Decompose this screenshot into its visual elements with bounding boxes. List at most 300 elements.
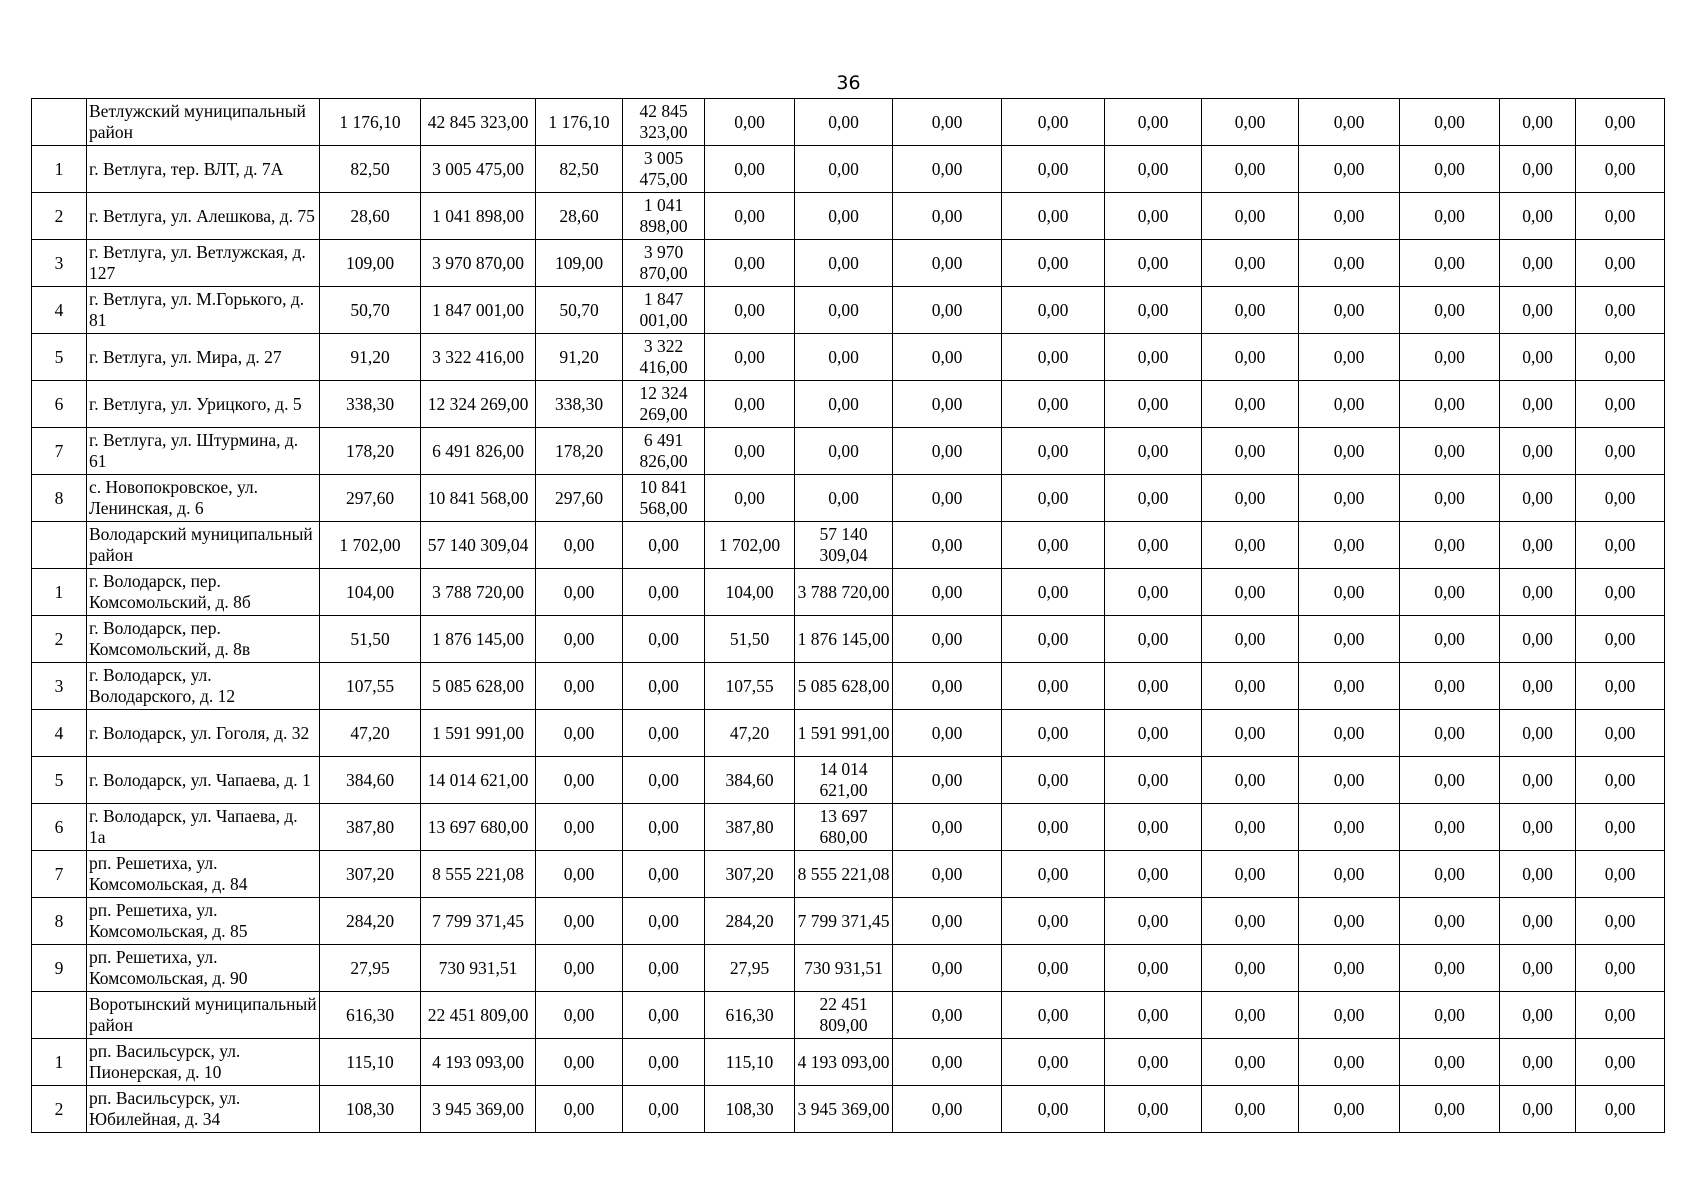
value-cell-col-4: 3 322 416,00 [623, 334, 705, 381]
address-cell: рп. Васильсурск, ул. Юбилейная, д. 34 [87, 1086, 320, 1133]
value-cell-col-2: 22 451 809,00 [421, 992, 536, 1039]
value-cell-col-14: 0,00 [1576, 334, 1665, 381]
value-cell-col-9: 0,00 [1105, 757, 1202, 804]
table-row [32, 1086, 1665, 1133]
value-cell-col-2: 13 697 680,00 [421, 804, 536, 851]
row-number: 6 [32, 381, 87, 428]
value-cell-col-9: 0,00 [1105, 522, 1202, 569]
value-cell-col-12: 0,00 [1400, 1039, 1500, 1086]
address-cell: с. Новопокровское, ул. Ленинская, д. 6 [87, 475, 320, 522]
row-number: 7 [32, 851, 87, 898]
row-number: 8 [32, 475, 87, 522]
value-cell-col-9: 0,00 [1105, 1039, 1202, 1086]
value-cell-col-3: 0,00 [536, 616, 623, 663]
value-cell-col-1: 91,20 [320, 334, 421, 381]
value-cell-col-3: 28,60 [536, 193, 623, 240]
value-cell-col-14: 0,00 [1576, 193, 1665, 240]
value-cell-col-5: 387,80 [705, 804, 795, 851]
value-cell-col-1: 1 702,00 [320, 522, 421, 569]
value-cell-col-9: 0,00 [1105, 569, 1202, 616]
value-cell-col-3: 178,20 [536, 428, 623, 475]
value-cell-col-12: 0,00 [1400, 334, 1500, 381]
value-cell-col-8: 0,00 [1002, 522, 1105, 569]
value-cell-col-12: 0,00 [1400, 146, 1500, 193]
value-cell-col-4: 0,00 [623, 616, 705, 663]
value-cell-col-8: 0,00 [1002, 99, 1105, 146]
value-cell-col-7: 0,00 [893, 992, 1002, 1039]
value-cell-col-1: 1 176,10 [320, 99, 421, 146]
address-cell: г. Володарск, ул. Володарского, д. 12 [87, 663, 320, 710]
value-cell-col-2: 42 845 323,00 [421, 99, 536, 146]
value-cell-col-13: 0,00 [1500, 522, 1576, 569]
value-cell-col-10: 0,00 [1202, 569, 1299, 616]
value-cell-col-5: 51,50 [705, 616, 795, 663]
value-cell-col-13: 0,00 [1500, 99, 1576, 146]
value-cell-col-8: 0,00 [1002, 193, 1105, 240]
value-cell-col-4: 0,00 [623, 757, 705, 804]
address-cell: г. Володарск, пер. Комсомольский, д. 8в [87, 616, 320, 663]
value-cell-col-7: 0,00 [893, 945, 1002, 992]
value-cell-col-10: 0,00 [1202, 240, 1299, 287]
table-row [32, 804, 1665, 851]
value-cell-col-11: 0,00 [1299, 945, 1400, 992]
value-cell-col-12: 0,00 [1400, 1086, 1500, 1133]
row-number: 2 [32, 193, 87, 240]
value-cell-col-3: 0,00 [536, 569, 623, 616]
value-cell-col-8: 0,00 [1002, 804, 1105, 851]
table-row [32, 146, 1665, 193]
value-cell-col-6: 0,00 [795, 428, 893, 475]
value-cell-col-14: 0,00 [1576, 381, 1665, 428]
value-cell-col-3: 0,00 [536, 757, 623, 804]
row-number: 4 [32, 710, 87, 757]
value-cell-col-4: 12 324 269,00 [623, 381, 705, 428]
address-cell: г. Володарск, пер. Комсомольский, д. 8б [87, 569, 320, 616]
value-cell-col-5: 0,00 [705, 334, 795, 381]
address-cell: г. Володарск, ул. Гоголя, д. 32 [87, 710, 320, 757]
value-cell-col-11: 0,00 [1299, 1086, 1400, 1133]
row-number: 4 [32, 287, 87, 334]
row-number: 2 [32, 1086, 87, 1133]
value-cell-col-8: 0,00 [1002, 851, 1105, 898]
value-cell-col-10: 0,00 [1202, 287, 1299, 334]
value-cell-col-13: 0,00 [1500, 804, 1576, 851]
value-cell-col-6: 4 193 093,00 [795, 1039, 893, 1086]
value-cell-col-10: 0,00 [1202, 193, 1299, 240]
value-cell-col-4: 1 847 001,00 [623, 287, 705, 334]
value-cell-col-11: 0,00 [1299, 522, 1400, 569]
value-cell-col-14: 0,00 [1576, 569, 1665, 616]
address-cell: г. Ветлуга, ул. Штурмина, д. 61 [87, 428, 320, 475]
value-cell-col-1: 297,60 [320, 475, 421, 522]
value-cell-col-6: 14 014 621,00 [795, 757, 893, 804]
value-cell-col-7: 0,00 [893, 569, 1002, 616]
address-cell: г. Ветлуга, ул. Мира, д. 27 [87, 334, 320, 381]
value-cell-col-9: 0,00 [1105, 851, 1202, 898]
value-cell-col-5: 0,00 [705, 475, 795, 522]
value-cell-col-7: 0,00 [893, 616, 1002, 663]
value-cell-col-9: 0,00 [1105, 804, 1202, 851]
table-row [32, 663, 1665, 710]
data-table [31, 98, 1665, 1133]
value-cell-col-12: 0,00 [1400, 287, 1500, 334]
value-cell-col-5: 0,00 [705, 99, 795, 146]
address-cell: рп. Решетиха, ул. Комсомольская, д. 90 [87, 945, 320, 992]
value-cell-col-5: 1 702,00 [705, 522, 795, 569]
value-cell-col-12: 0,00 [1400, 475, 1500, 522]
value-cell-col-3: 0,00 [536, 992, 623, 1039]
value-cell-col-10: 0,00 [1202, 1086, 1299, 1133]
value-cell-col-1: 115,10 [320, 1039, 421, 1086]
value-cell-col-5: 0,00 [705, 146, 795, 193]
value-cell-col-8: 0,00 [1002, 757, 1105, 804]
district-total-row [32, 992, 1665, 1039]
value-cell-col-1: 28,60 [320, 193, 421, 240]
value-cell-col-8: 0,00 [1002, 1039, 1105, 1086]
value-cell-col-14: 0,00 [1576, 428, 1665, 475]
value-cell-col-8: 0,00 [1002, 240, 1105, 287]
address-cell: г. Ветлуга, ул. Урицкого, д. 5 [87, 381, 320, 428]
value-cell-col-11: 0,00 [1299, 992, 1400, 1039]
value-cell-col-3: 1 176,10 [536, 99, 623, 146]
value-cell-col-7: 0,00 [893, 193, 1002, 240]
address-cell: г. Ветлуга, тер. ВЛТ, д. 7А [87, 146, 320, 193]
value-cell-col-5: 0,00 [705, 193, 795, 240]
value-cell-col-6: 3 945 369,00 [795, 1086, 893, 1133]
value-cell-col-5: 108,30 [705, 1086, 795, 1133]
row-number: 1 [32, 1039, 87, 1086]
value-cell-col-3: 0,00 [536, 663, 623, 710]
value-cell-col-8: 0,00 [1002, 146, 1105, 193]
value-cell-col-8: 0,00 [1002, 710, 1105, 757]
value-cell-col-4: 0,00 [623, 1086, 705, 1133]
value-cell-col-1: 178,20 [320, 428, 421, 475]
value-cell-col-12: 0,00 [1400, 99, 1500, 146]
value-cell-col-14: 0,00 [1576, 1086, 1665, 1133]
address-cell: г. Ветлуга, ул. Алешкова, д. 75 [87, 193, 320, 240]
value-cell-col-6: 0,00 [795, 240, 893, 287]
value-cell-col-4: 0,00 [623, 1039, 705, 1086]
value-cell-col-2: 1 041 898,00 [421, 193, 536, 240]
value-cell-col-6: 0,00 [795, 287, 893, 334]
value-cell-col-5: 47,20 [705, 710, 795, 757]
value-cell-col-12: 0,00 [1400, 710, 1500, 757]
value-cell-col-1: 27,95 [320, 945, 421, 992]
value-cell-col-14: 0,00 [1576, 898, 1665, 945]
value-cell-col-3: 0,00 [536, 804, 623, 851]
value-cell-col-8: 0,00 [1002, 663, 1105, 710]
value-cell-col-6: 730 931,51 [795, 945, 893, 992]
value-cell-col-6: 57 140 309,04 [795, 522, 893, 569]
value-cell-col-5: 107,55 [705, 663, 795, 710]
value-cell-col-7: 0,00 [893, 522, 1002, 569]
value-cell-col-10: 0,00 [1202, 334, 1299, 381]
value-cell-col-6: 0,00 [795, 381, 893, 428]
value-cell-col-14: 0,00 [1576, 851, 1665, 898]
value-cell-col-10: 0,00 [1202, 616, 1299, 663]
row-number: 1 [32, 569, 87, 616]
value-cell-col-4: 3 970 870,00 [623, 240, 705, 287]
value-cell-col-11: 0,00 [1299, 334, 1400, 381]
value-cell-col-5: 115,10 [705, 1039, 795, 1086]
table-row [32, 616, 1665, 663]
value-cell-col-7: 0,00 [893, 710, 1002, 757]
value-cell-col-11: 0,00 [1299, 757, 1400, 804]
value-cell-col-7: 0,00 [893, 1086, 1002, 1133]
value-cell-col-9: 0,00 [1105, 1086, 1202, 1133]
table-row [32, 945, 1665, 992]
address-cell: Володарский муниципальный район [87, 522, 320, 569]
value-cell-col-13: 0,00 [1500, 146, 1576, 193]
value-cell-col-2: 4 193 093,00 [421, 1039, 536, 1086]
value-cell-col-4: 42 845 323,00 [623, 99, 705, 146]
value-cell-col-5: 384,60 [705, 757, 795, 804]
value-cell-col-4: 0,00 [623, 851, 705, 898]
value-cell-col-9: 0,00 [1105, 616, 1202, 663]
value-cell-col-3: 50,70 [536, 287, 623, 334]
value-cell-col-13: 0,00 [1500, 1086, 1576, 1133]
value-cell-col-11: 0,00 [1299, 804, 1400, 851]
value-cell-col-12: 0,00 [1400, 569, 1500, 616]
value-cell-col-2: 3 322 416,00 [421, 334, 536, 381]
value-cell-col-3: 0,00 [536, 522, 623, 569]
value-cell-col-9: 0,00 [1105, 146, 1202, 193]
address-cell: рп. Васильсурск, ул. Пионерская, д. 10 [87, 1039, 320, 1086]
row-number: 2 [32, 616, 87, 663]
value-cell-col-1: 109,00 [320, 240, 421, 287]
value-cell-col-14: 0,00 [1576, 287, 1665, 334]
value-cell-col-11: 0,00 [1299, 616, 1400, 663]
value-cell-col-11: 0,00 [1299, 287, 1400, 334]
value-cell-col-5: 0,00 [705, 381, 795, 428]
value-cell-col-9: 0,00 [1105, 898, 1202, 945]
value-cell-col-10: 0,00 [1202, 381, 1299, 428]
value-cell-col-9: 0,00 [1105, 381, 1202, 428]
value-cell-col-4: 0,00 [623, 522, 705, 569]
value-cell-col-3: 297,60 [536, 475, 623, 522]
table-row [32, 1039, 1665, 1086]
table-row [32, 710, 1665, 757]
value-cell-col-7: 0,00 [893, 1039, 1002, 1086]
value-cell-col-2: 1 591 991,00 [421, 710, 536, 757]
value-cell-col-6: 7 799 371,45 [795, 898, 893, 945]
value-cell-col-5: 0,00 [705, 240, 795, 287]
value-cell-col-7: 0,00 [893, 146, 1002, 193]
value-cell-col-9: 0,00 [1105, 663, 1202, 710]
value-cell-col-8: 0,00 [1002, 428, 1105, 475]
value-cell-col-7: 0,00 [893, 475, 1002, 522]
value-cell-col-2: 14 014 621,00 [421, 757, 536, 804]
value-cell-col-9: 0,00 [1105, 240, 1202, 287]
value-cell-col-14: 0,00 [1576, 522, 1665, 569]
value-cell-col-13: 0,00 [1500, 710, 1576, 757]
value-cell-col-2: 3 945 369,00 [421, 1086, 536, 1133]
value-cell-col-13: 0,00 [1500, 616, 1576, 663]
value-cell-col-10: 0,00 [1202, 1039, 1299, 1086]
value-cell-col-1: 51,50 [320, 616, 421, 663]
value-cell-col-1: 387,80 [320, 804, 421, 851]
value-cell-col-12: 0,00 [1400, 616, 1500, 663]
address-cell: г. Володарск, ул. Чапаева, д. 1 [87, 757, 320, 804]
value-cell-col-6: 0,00 [795, 193, 893, 240]
value-cell-col-14: 0,00 [1576, 475, 1665, 522]
value-cell-col-12: 0,00 [1400, 381, 1500, 428]
district-total-row [32, 522, 1665, 569]
value-cell-col-6: 5 085 628,00 [795, 663, 893, 710]
value-cell-col-1: 616,30 [320, 992, 421, 1039]
value-cell-col-7: 0,00 [893, 381, 1002, 428]
value-cell-col-6: 0,00 [795, 99, 893, 146]
value-cell-col-13: 0,00 [1500, 287, 1576, 334]
value-cell-col-13: 0,00 [1500, 945, 1576, 992]
value-cell-col-7: 0,00 [893, 428, 1002, 475]
value-cell-col-6: 0,00 [795, 146, 893, 193]
value-cell-col-1: 107,55 [320, 663, 421, 710]
district-total-row [32, 99, 1665, 146]
value-cell-col-14: 0,00 [1576, 1039, 1665, 1086]
value-cell-col-1: 82,50 [320, 146, 421, 193]
value-cell-col-10: 0,00 [1202, 710, 1299, 757]
value-cell-col-2: 7 799 371,45 [421, 898, 536, 945]
value-cell-col-8: 0,00 [1002, 898, 1105, 945]
value-cell-col-2: 1 876 145,00 [421, 616, 536, 663]
value-cell-col-2: 3 970 870,00 [421, 240, 536, 287]
value-cell-col-7: 0,00 [893, 287, 1002, 334]
table-row [32, 851, 1665, 898]
value-cell-col-3: 338,30 [536, 381, 623, 428]
value-cell-col-1: 284,20 [320, 898, 421, 945]
value-cell-col-3: 82,50 [536, 146, 623, 193]
value-cell-col-5: 104,00 [705, 569, 795, 616]
table-row [32, 193, 1665, 240]
row-number: 3 [32, 240, 87, 287]
value-cell-col-8: 0,00 [1002, 992, 1105, 1039]
value-cell-col-4: 0,00 [623, 945, 705, 992]
value-cell-col-9: 0,00 [1105, 287, 1202, 334]
row-number [32, 522, 87, 569]
value-cell-col-4: 0,00 [623, 663, 705, 710]
value-cell-col-7: 0,00 [893, 851, 1002, 898]
value-cell-col-8: 0,00 [1002, 381, 1105, 428]
table-row [32, 569, 1665, 616]
value-cell-col-13: 0,00 [1500, 898, 1576, 945]
value-cell-col-12: 0,00 [1400, 851, 1500, 898]
value-cell-col-12: 0,00 [1400, 522, 1500, 569]
value-cell-col-2: 8 555 221,08 [421, 851, 536, 898]
value-cell-col-9: 0,00 [1105, 99, 1202, 146]
value-cell-col-10: 0,00 [1202, 99, 1299, 146]
value-cell-col-5: 284,20 [705, 898, 795, 945]
value-cell-col-10: 0,00 [1202, 663, 1299, 710]
value-cell-col-2: 730 931,51 [421, 945, 536, 992]
value-cell-col-6: 1 876 145,00 [795, 616, 893, 663]
value-cell-col-4: 0,00 [623, 898, 705, 945]
value-cell-col-8: 0,00 [1002, 334, 1105, 381]
value-cell-col-6: 13 697 680,00 [795, 804, 893, 851]
value-cell-col-5: 27,95 [705, 945, 795, 992]
value-cell-col-3: 109,00 [536, 240, 623, 287]
value-cell-col-13: 0,00 [1500, 428, 1576, 475]
value-cell-col-11: 0,00 [1299, 1039, 1400, 1086]
value-cell-col-1: 338,30 [320, 381, 421, 428]
table-row [32, 475, 1665, 522]
value-cell-col-6: 0,00 [795, 475, 893, 522]
value-cell-col-1: 307,20 [320, 851, 421, 898]
value-cell-col-3: 0,00 [536, 945, 623, 992]
value-cell-col-2: 1 847 001,00 [421, 287, 536, 334]
value-cell-col-11: 0,00 [1299, 381, 1400, 428]
value-cell-col-4: 6 491 826,00 [623, 428, 705, 475]
value-cell-col-1: 104,00 [320, 569, 421, 616]
value-cell-col-12: 0,00 [1400, 757, 1500, 804]
value-cell-col-6: 1 591 991,00 [795, 710, 893, 757]
value-cell-col-14: 0,00 [1576, 945, 1665, 992]
value-cell-col-4: 3 005 475,00 [623, 146, 705, 193]
value-cell-col-2: 5 085 628,00 [421, 663, 536, 710]
value-cell-col-7: 0,00 [893, 240, 1002, 287]
value-cell-col-14: 0,00 [1576, 240, 1665, 287]
value-cell-col-3: 0,00 [536, 1086, 623, 1133]
value-cell-col-1: 108,30 [320, 1086, 421, 1133]
value-cell-col-7: 0,00 [893, 334, 1002, 381]
value-cell-col-12: 0,00 [1400, 945, 1500, 992]
table-row [32, 334, 1665, 381]
value-cell-col-10: 0,00 [1202, 475, 1299, 522]
value-cell-col-11: 0,00 [1299, 898, 1400, 945]
row-number: 1 [32, 146, 87, 193]
row-number: 5 [32, 757, 87, 804]
row-number: 9 [32, 945, 87, 992]
value-cell-col-9: 0,00 [1105, 193, 1202, 240]
value-cell-col-2: 12 324 269,00 [421, 381, 536, 428]
value-cell-col-12: 0,00 [1400, 898, 1500, 945]
row-number: 3 [32, 663, 87, 710]
address-cell: г. Володарск, ул. Чапаева, д. 1а [87, 804, 320, 851]
value-cell-col-9: 0,00 [1105, 945, 1202, 992]
table-row [32, 428, 1665, 475]
value-cell-col-11: 0,00 [1299, 428, 1400, 475]
value-cell-col-6: 22 451 809,00 [795, 992, 893, 1039]
value-cell-col-11: 0,00 [1299, 569, 1400, 616]
row-number: 6 [32, 804, 87, 851]
value-cell-col-12: 0,00 [1400, 804, 1500, 851]
value-cell-col-10: 0,00 [1202, 898, 1299, 945]
value-cell-col-4: 0,00 [623, 992, 705, 1039]
value-cell-col-10: 0,00 [1202, 522, 1299, 569]
row-number [32, 99, 87, 146]
value-cell-col-1: 47,20 [320, 710, 421, 757]
value-cell-col-8: 0,00 [1002, 475, 1105, 522]
value-cell-col-12: 0,00 [1400, 240, 1500, 287]
value-cell-col-11: 0,00 [1299, 663, 1400, 710]
value-cell-col-14: 0,00 [1576, 616, 1665, 663]
value-cell-col-3: 0,00 [536, 710, 623, 757]
value-cell-col-7: 0,00 [893, 99, 1002, 146]
row-number: 7 [32, 428, 87, 475]
value-cell-col-9: 0,00 [1105, 475, 1202, 522]
value-cell-col-13: 0,00 [1500, 334, 1576, 381]
table-body [32, 99, 1665, 1133]
value-cell-col-10: 0,00 [1202, 992, 1299, 1039]
value-cell-col-7: 0,00 [893, 898, 1002, 945]
value-cell-col-14: 0,00 [1576, 663, 1665, 710]
value-cell-col-13: 0,00 [1500, 240, 1576, 287]
value-cell-col-7: 0,00 [893, 804, 1002, 851]
value-cell-col-8: 0,00 [1002, 1086, 1105, 1133]
table-row [32, 287, 1665, 334]
table-row [32, 757, 1665, 804]
value-cell-col-4: 10 841 568,00 [623, 475, 705, 522]
